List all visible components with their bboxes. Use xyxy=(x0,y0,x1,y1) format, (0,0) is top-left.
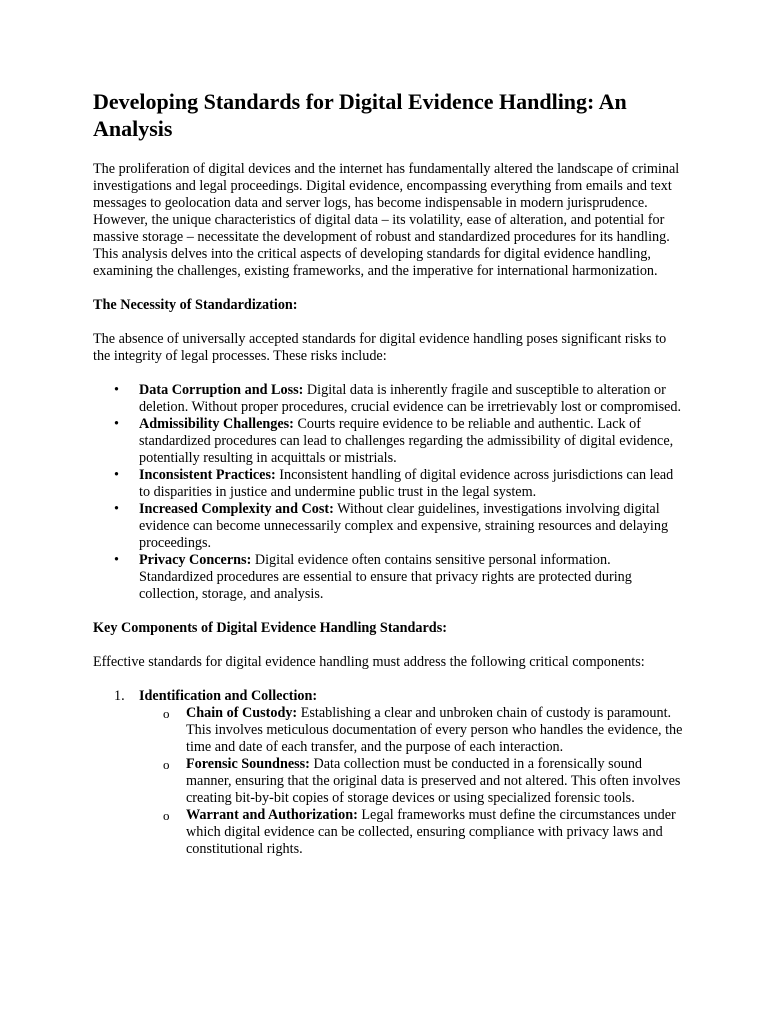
list-item xyxy=(93,382,683,416)
sub-item-term: Chain of Custody: xyxy=(186,705,298,721)
item-number: 1. xyxy=(114,688,125,704)
risk-list xyxy=(93,382,683,603)
sub-list-item xyxy=(139,756,683,807)
sub-item-text: Data collection must be conducted in a forensically sound manner, ensuring that the original data is preserved and not altered. This often involves creating bit-by-bit copies of storage devices or using specialized forensic tools. xyxy=(186,756,681,806)
list-item-term: Admissibility Challenges: xyxy=(139,416,294,432)
list-item-term: Inconsistent Practices: xyxy=(139,467,276,483)
sub-item-term: Forensic Soundness: xyxy=(186,756,310,772)
section-heading-necessity: The Necessity of Standardization: xyxy=(93,297,298,313)
list-item-text: Digital evidence often contains sensitive personal information. Standardized procedures are essential to ensure that privacy rights are protected during collection, storage, and analysis. xyxy=(139,552,632,602)
document-body xyxy=(93,88,683,858)
list-item-text: Courts require evidence to be reliable and authentic. Lack of standardized procedures can lead to challenges regarding the admissibility of digital evidence, potentially resulting in acquittals or mistrials. xyxy=(139,416,674,466)
sub-list-item xyxy=(139,807,683,858)
section-heading-components: Key Components of Digital Evidence Handling Standards: xyxy=(93,620,447,636)
list-item xyxy=(93,501,683,552)
numbered-item xyxy=(93,688,683,858)
list-item-term: Increased Complexity and Cost: xyxy=(139,501,334,517)
numbered-item-title: Identification and Collection: xyxy=(139,688,318,704)
list-item xyxy=(93,416,683,467)
sub-list xyxy=(139,705,683,858)
list-item-term: Privacy Concerns: xyxy=(139,552,252,568)
list-item-text: Without clear guidelines, investigations involving digital evidence can become unnecessarily complex and expensive, straining resources and delaying proceedings. xyxy=(139,501,669,551)
section-lead-components: Effective standards for digital evidence handling must address the following critical components: xyxy=(93,654,645,670)
list-item-term: Data Corruption and Loss: xyxy=(139,382,304,398)
intro-paragraph: The proliferation of digital devices and the internet has fundamentally altered the landscape of criminal investigations and legal proceedings. Digital evidence, encompassing everything from emails and text messages to geolocation data and server logs, has become indispensable in modern jurisprudence. However, the unique characteristics of digital data – its volatility, ease of alteration, and potential for massive storage – necessitate the development of robust and standardized procedures for its handling. This analysis delves into the critical aspects of developing standards for digital evidence handling, examining the challenges, existing frameworks, and the imperative for international harmonization. xyxy=(93,161,680,279)
list-item xyxy=(93,552,683,603)
section-lead-necessity: The absence of universally accepted standards for digital evidence handling poses significant risks to the integrity of legal processes. These risks include: xyxy=(93,331,667,364)
sub-list-item xyxy=(139,705,683,756)
sub-item-text: Establishing a clear and unbroken chain of custody is paramount. This involves meticulous documentation of every person who handles the evidence, the time and date of each transfer, and the purpose of each interaction. xyxy=(186,705,683,755)
sub-item-text: Legal frameworks must define the circumstances under which digital evidence can be collected, ensuring compliance with privacy laws and constitutional rights. xyxy=(186,807,676,857)
list-item xyxy=(93,467,683,501)
sub-item-term: Warrant and Authorization: xyxy=(186,807,358,823)
components-list xyxy=(93,688,683,858)
page-title: Developing Standards for Digital Evidence Handling: An Analysis xyxy=(93,89,627,141)
list-item-text: Digital data is inherently fragile and susceptible to alteration or deletion. Without proper procedures, crucial evidence can be irretrievably lost or compromised. xyxy=(139,382,682,415)
list-item-text: Inconsistent handling of digital evidence across jurisdictions can lead to disparities in justice and undermine public trust in the legal system. xyxy=(139,467,674,500)
